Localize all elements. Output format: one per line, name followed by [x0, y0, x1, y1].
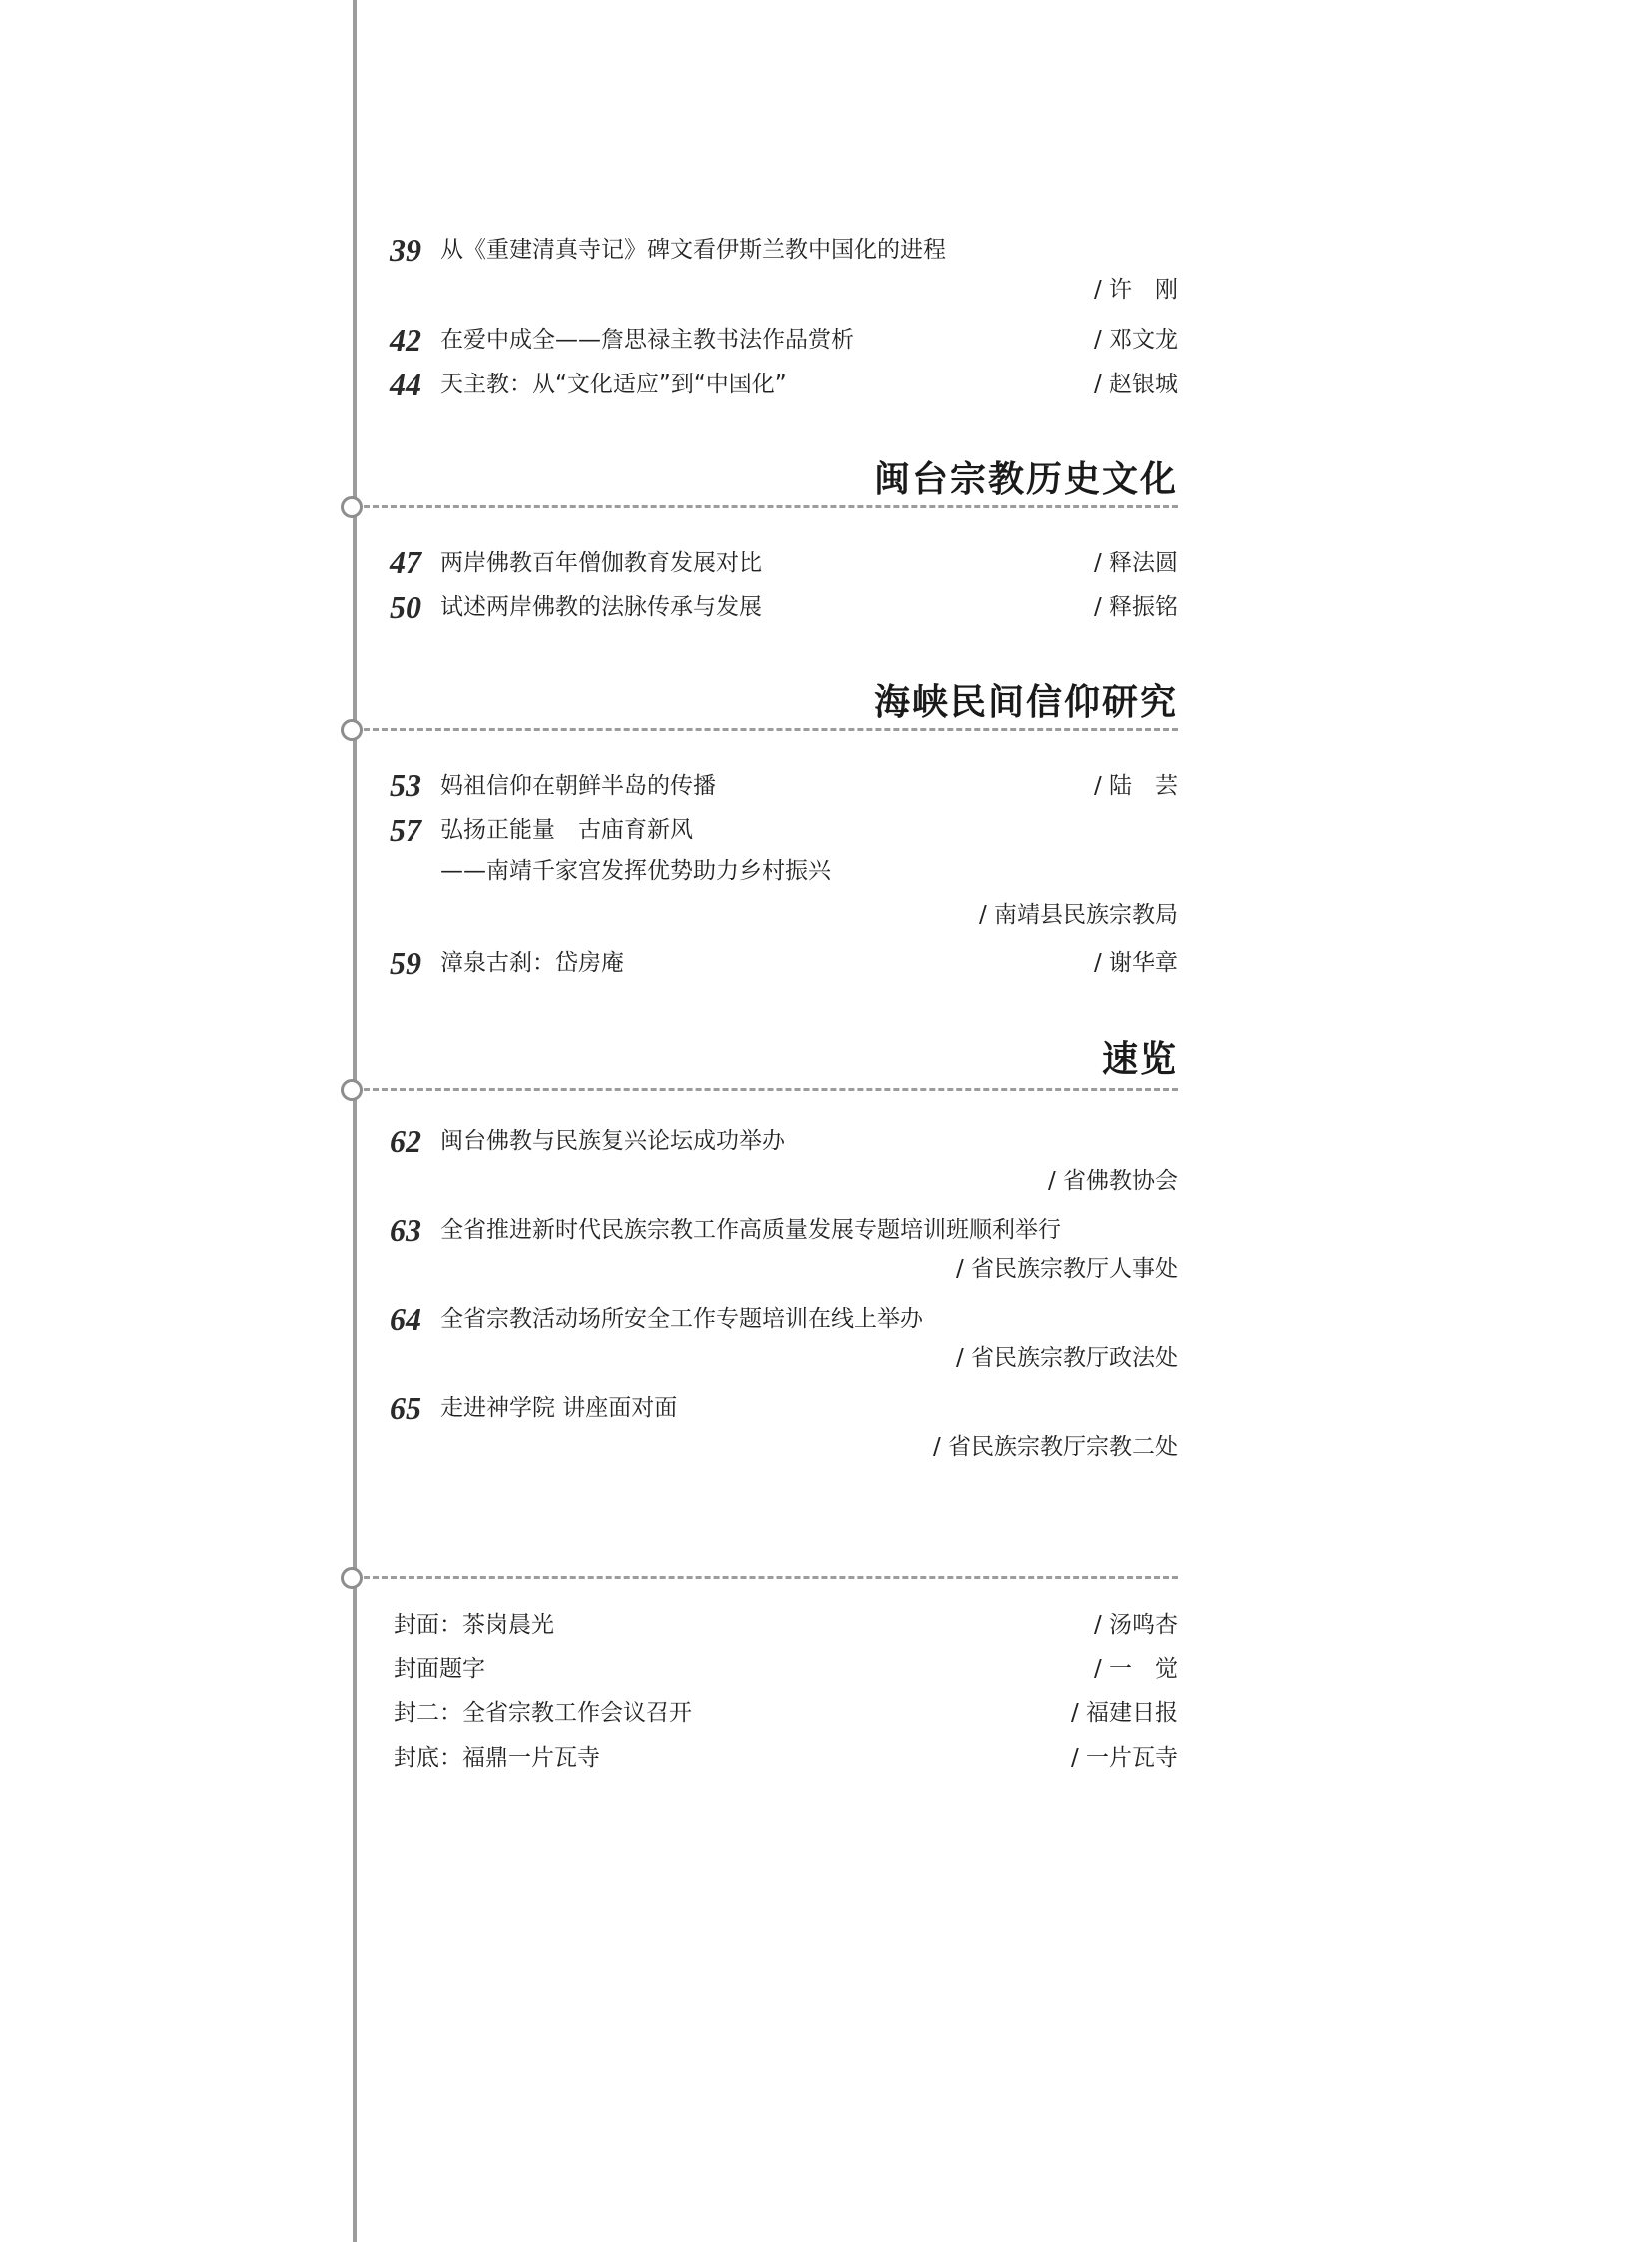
article-author: / 谢华章: [1093, 950, 1178, 976]
article-title[interactable]: 全省宗教活动场所安全工作专题培训在线上举办: [440, 1306, 923, 1332]
article-title[interactable]: 妈祖信仰在朝鲜半岛的传播: [440, 773, 716, 799]
article-author: / 赵银城: [1093, 372, 1178, 397]
cover-credit-author: / 一片瓦寺: [1070, 1745, 1178, 1771]
cover-credit-label: 封面题字: [394, 1656, 485, 1682]
cover-credit-author: / 一 觉: [1093, 1656, 1178, 1682]
section-heading: 速览: [1101, 1038, 1178, 1080]
page-number-59: 59: [390, 945, 421, 981]
page-number-57: 57: [390, 812, 421, 848]
article-title[interactable]: 全省推进新时代民族宗教工作高质量发展专题培训班顺利举行: [440, 1217, 1061, 1243]
page-number-50: 50: [390, 589, 421, 625]
page-number-39: 39: [390, 232, 421, 268]
page-number-64: 64: [390, 1301, 421, 1337]
article-author: / 邓文龙: [1093, 327, 1178, 353]
page-number-63: 63: [390, 1212, 421, 1248]
article-title[interactable]: 闽台佛教与民族复兴论坛成功举办: [440, 1128, 785, 1154]
article-title[interactable]: 在爱中成全——詹思禄主教书法作品赏析: [440, 327, 854, 353]
article-author: / 省民族宗教厅宗教二处: [932, 1434, 1178, 1460]
article-title[interactable]: 弘扬正能量 古庙育新风: [440, 817, 693, 843]
page-number-65: 65: [390, 1390, 421, 1426]
article-title[interactable]: 天主教：从“文化适应”到“中国化”: [440, 372, 787, 397]
timeline-node: [341, 496, 363, 518]
page-number-62: 62: [390, 1123, 421, 1159]
page-number-53: 53: [390, 767, 421, 803]
article-author: / 释法圆: [1093, 550, 1178, 576]
article-author: / 省民族宗教厅政法处: [955, 1345, 1178, 1371]
article-title[interactable]: 漳泉古刹：岱房庵: [440, 950, 624, 976]
page-number-47: 47: [390, 544, 421, 580]
page-number-44: 44: [390, 367, 421, 402]
section-heading: 海峡民间信仰研究: [873, 681, 1178, 723]
article-author: / 许 刚: [1093, 277, 1178, 303]
section-divider: [364, 728, 1178, 731]
article-title[interactable]: 从《重建清真寺记》碑文看伊斯兰教中国化的进程: [440, 237, 946, 263]
cover-credit-label: 封底：福鼎一片瓦寺: [394, 1745, 600, 1771]
section-divider: [364, 1576, 1178, 1579]
article-author: / 南靖县民族宗教局: [978, 902, 1178, 928]
timeline-vertical-line: [353, 0, 357, 2242]
cover-credit-author: / 汤鸣杏: [1093, 1612, 1178, 1638]
timeline-node: [341, 1079, 363, 1101]
timeline-node: [341, 719, 363, 741]
article-subtitle: ——南靖千家宫发挥优势助力乡村振兴: [440, 858, 831, 884]
cover-credit-label: 封二：全省宗教工作会议召开: [394, 1700, 692, 1726]
cover-credit-author: / 福建日报: [1070, 1700, 1178, 1726]
page-number-42: 42: [390, 322, 421, 358]
article-author: / 释振铭: [1093, 594, 1178, 620]
section-heading: 闽台宗教历史文化: [873, 458, 1178, 500]
cover-credit-label: 封面：茶岗晨光: [394, 1612, 554, 1638]
article-title[interactable]: 走进神学院 讲座面对面: [440, 1395, 678, 1421]
article-author: / 省民族宗教厅人事处: [955, 1256, 1178, 1282]
article-author: / 省佛教协会: [1047, 1168, 1178, 1194]
section-divider: [364, 505, 1178, 508]
article-title[interactable]: 试述两岸佛教的法脉传承与发展: [440, 594, 762, 620]
article-author: / 陆 芸: [1093, 773, 1178, 799]
article-title[interactable]: 两岸佛教百年僧伽教育发展对比: [440, 550, 762, 576]
timeline-node: [341, 1567, 363, 1589]
section-divider: [364, 1088, 1178, 1091]
